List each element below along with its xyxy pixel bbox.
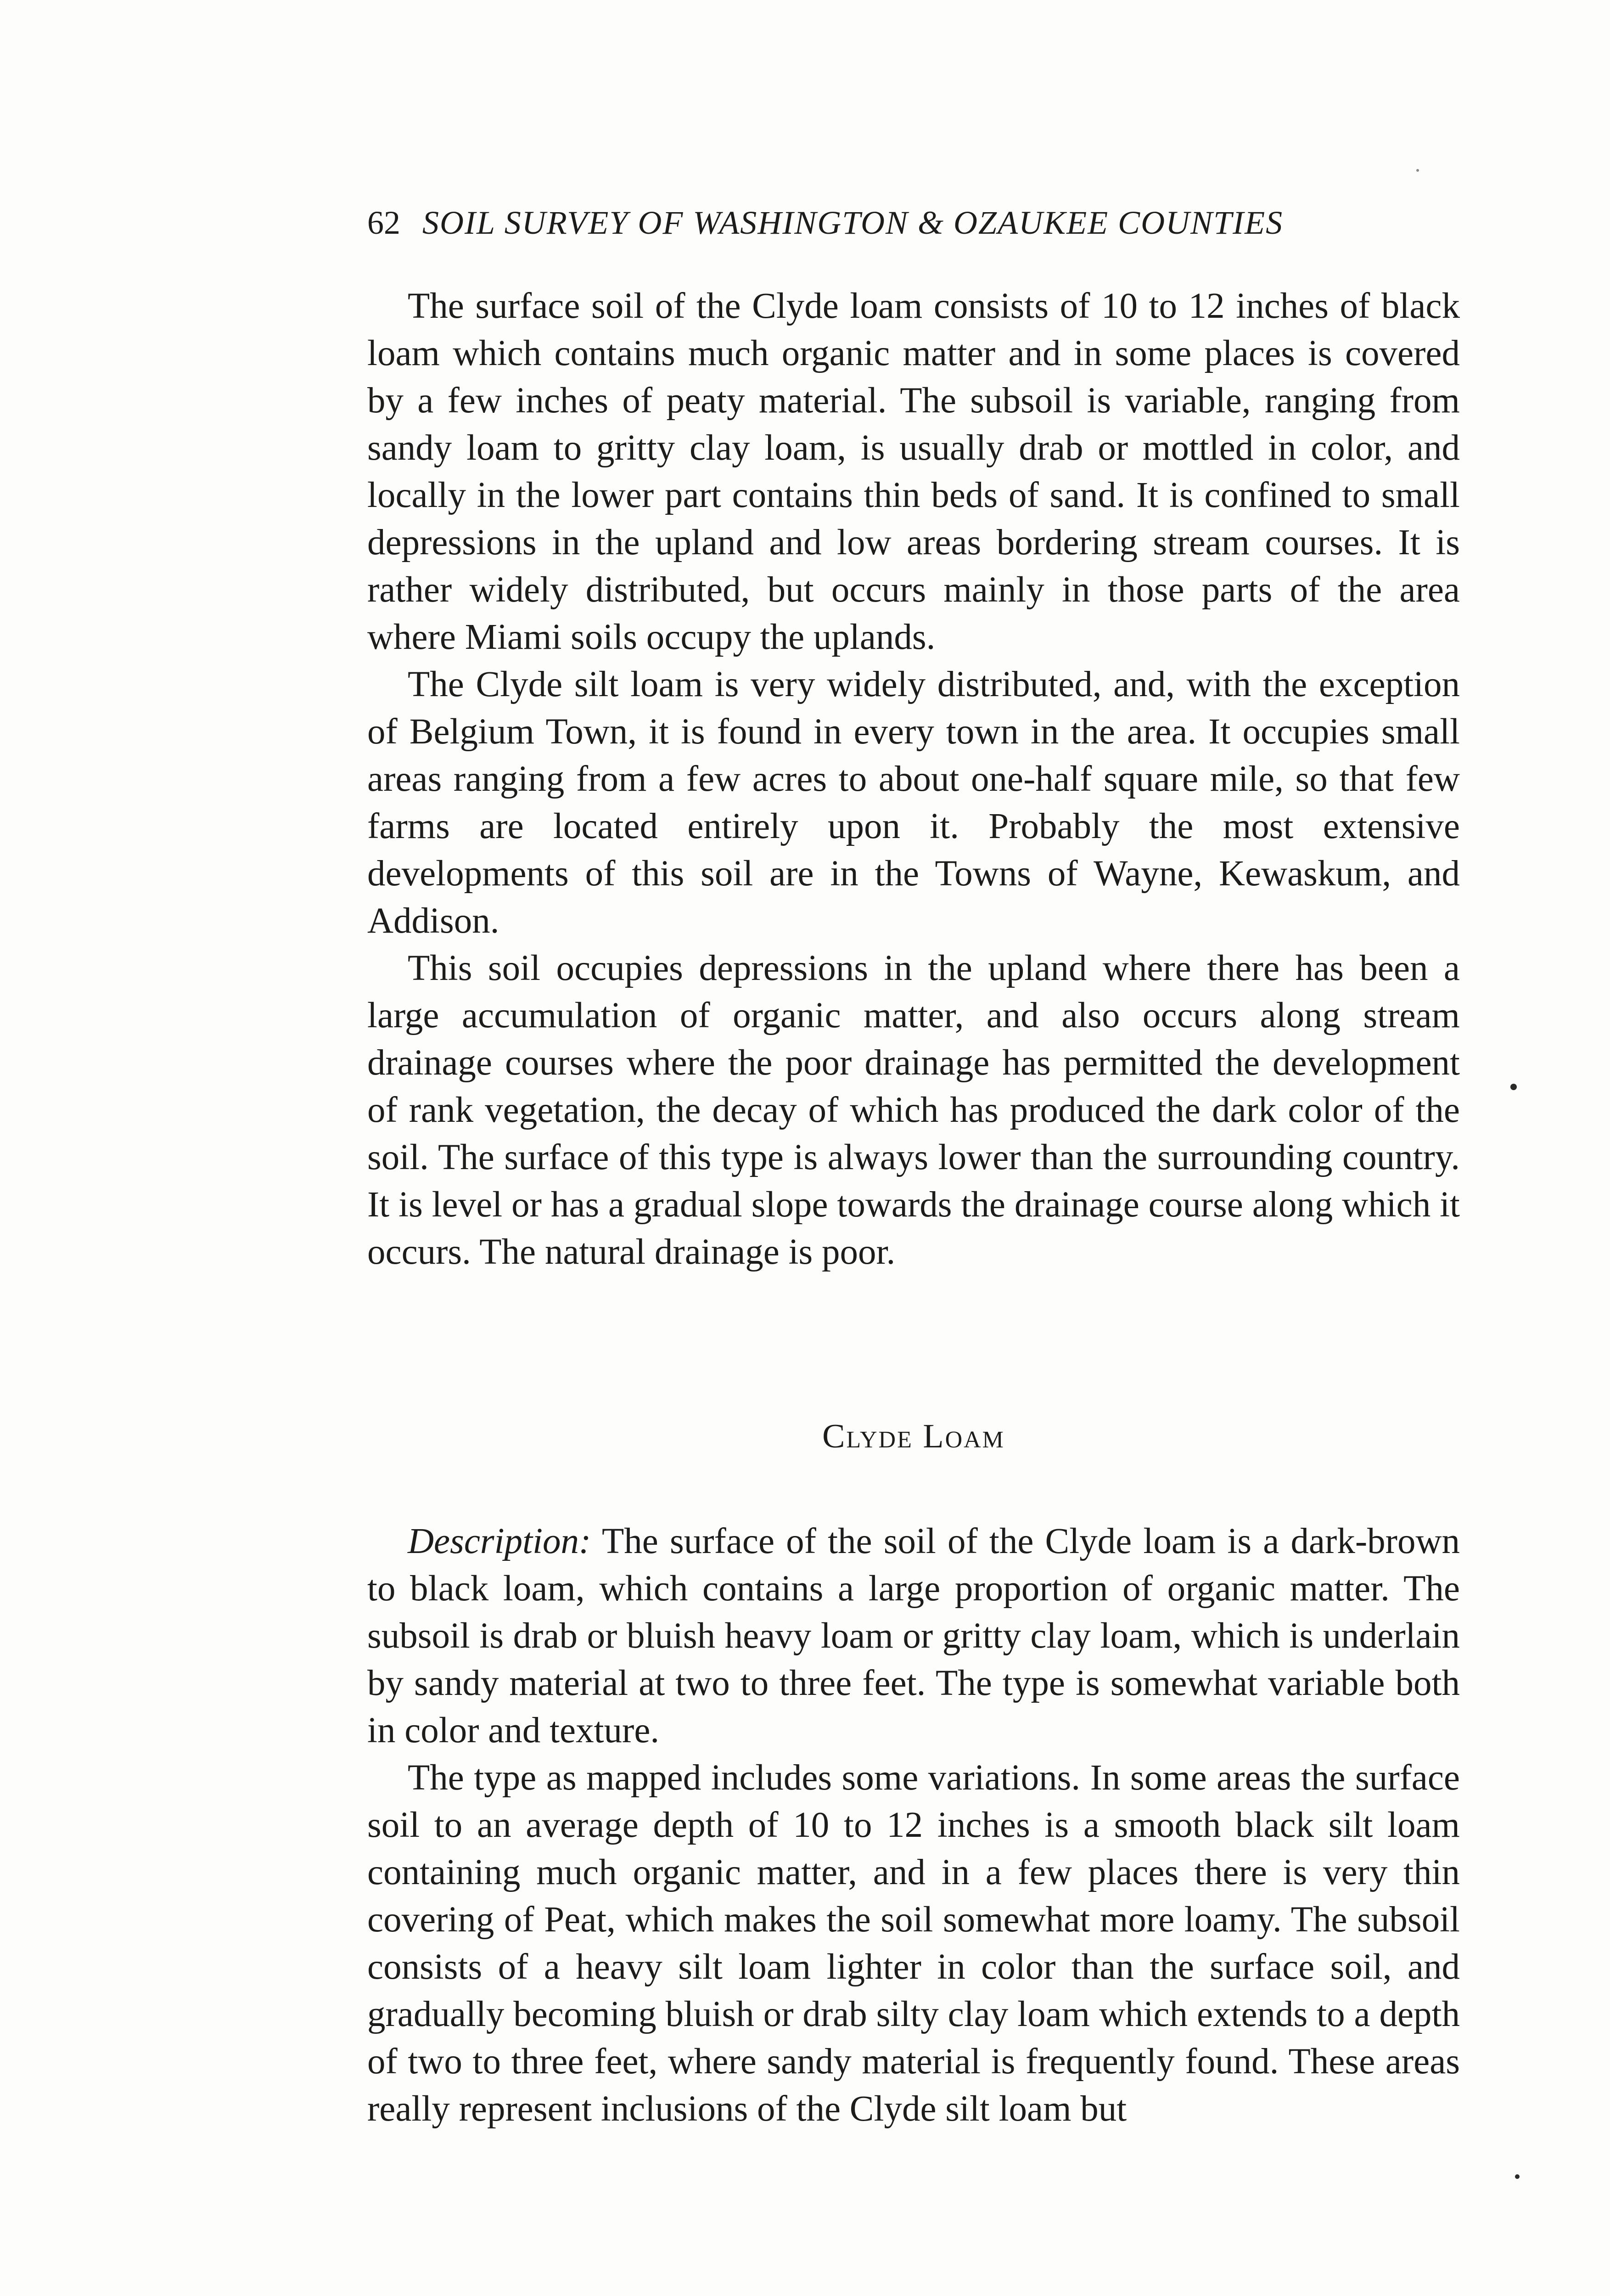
paragraph: The surface soil of the Clyde loam consists of 10 to 12 inches of black loam which contains much organic matter and in some places is covered by a few inches of peaty material. The subsoil is variable, ranging from sandy loam to gritty clay loam, is usually drab or mottled in color, and locally in the lower part contains thin beds of sand. It is confined to small depressions in the upland and low areas bordering stream courses. It is rather widely distributed, but occurs mainly in those parts of the area where Miami soils occupy the uplands. xyxy=(367,286,1460,657)
description-text: The surface of the soil of the Clyde loam is a dark-brown to black loam, which contains a large proportion of organic matter. The subsoil is drab or bluish heavy loam or gritty clay loam, which is underlain by sandy material at two to three feet. The type is somewhat variable both in color and texture. xyxy=(367,1521,1460,1750)
paragraph: The type as mapped includes some variations. In some areas the surface soil to an average depth of 10 to 12 inches is a smooth black silt loam containing much organic matter, and in a few places there is very thin covering of Peat, which makes the soil somewhat more loamy. The subsoil consists of a heavy silt loam lighter in color than the surface soil, and gradually becoming bluish or drab silty clay loam which extends to a depth of two to three feet, where sandy material is frequently found. These areas really represent inclusions of the Clyde silt loam but xyxy=(367,1758,1460,2129)
body-text-top xyxy=(367,282,1460,1276)
paragraph: The Clyde silt loam is very widely distributed, and, with the exception of Belgium Town, it is found in every town in the area. It occupies small areas ranging from a few acres to about one-half square mile, so that few farms are located entirely upon it. Probably the most extensive developments of this soil are in the Towns of Wayne, Kewaskum, and Addison. xyxy=(367,664,1460,941)
description-label: Description: xyxy=(408,1521,591,1561)
scan-speck xyxy=(1510,1084,1517,1090)
section-heading: Clyde Loam xyxy=(822,1418,1005,1455)
page-number: 62 xyxy=(367,204,400,241)
page-header xyxy=(367,195,1469,250)
scan-speck xyxy=(1416,169,1419,172)
description-paragraph xyxy=(367,1518,1460,1754)
scan-speck xyxy=(1515,2174,1520,2179)
body-text-section xyxy=(367,1518,1460,2133)
running-title: SOIL SURVEY OF WASHINGTON & OZAUKEE COUNTIES xyxy=(422,204,1284,241)
paragraph: This soil occupies depressions in the upland where there has been a large accumulation of organic matter, and also occurs along stream drainage courses where the poor drainage has permitted the development of rank vegetation, the decay of which has produced the dark color of the soil. The surface of this type is always lower than the surrounding country. It is level or has a gradual slope towards the drainage course along which it occurs. The natural drainage is poor. xyxy=(367,948,1460,1272)
